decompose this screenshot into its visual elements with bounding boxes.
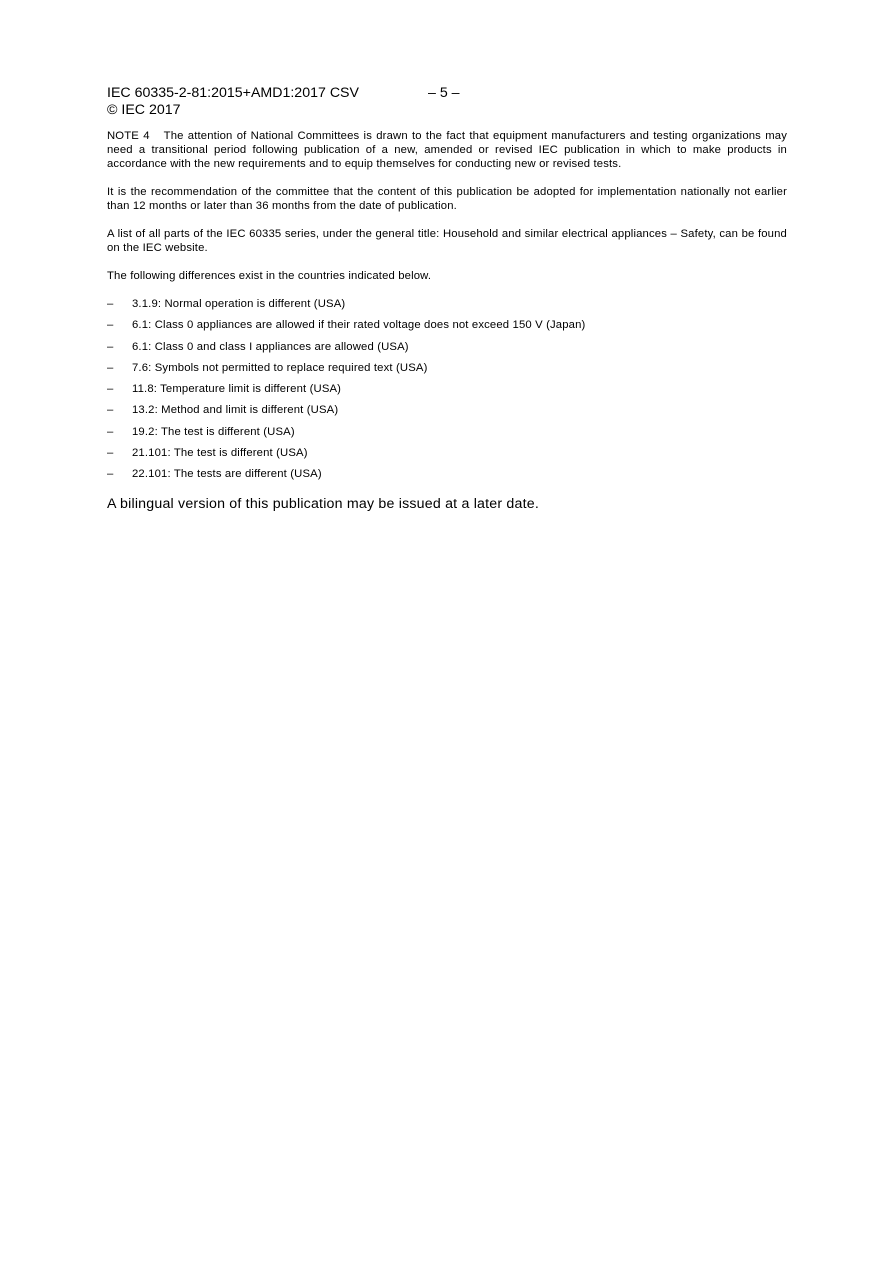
list-dash: – [107,340,114,353]
list-item-text: 22.101: The tests are different (USA) [132,468,322,481]
series-paragraph: A list of all parts of the IEC 60335 series, under the general title: Household and similar electrical appliances – Safety, can be found on the IEC website. [107,228,787,254]
list-item-text: 11.8: Temperature limit is different (USA) [132,383,342,396]
list-item [107,318,787,332]
recommendation-paragraph: It is the recommendation of the committee that the content of this publication be adopted for implementation nationally not earlier than 12 months or later than 36 months from the date of publication. [107,186,787,212]
copyright-line: © IEC 2017 [107,102,181,118]
list-dash: – [107,319,114,332]
list-item-text: 19.2: The test is different (USA) [132,425,295,438]
list-item-text: 6.1: Class 0 and class I appliances are allowed (USA) [132,340,409,353]
list-dash: – [107,447,114,460]
note-text: The attention of National Committees is drawn to the fact that equipment manufacturers and testing organizations may need a transitional period following publication of a new, amended or revised IEC publication in which to make products in accordance with the new requirements and to equip themselves for conducting new or revised tests. [107,130,788,170]
standard-designation: IEC 60335-2-81:2015+AMD1:2017 CSV [107,85,359,101]
list-item-text: 21.101: The test is different (USA) [132,447,308,460]
page-number: – 5 – [428,85,460,101]
list-dash: – [107,404,114,417]
list-item [107,361,787,375]
bilingual-statement: A bilingual version of this publication may be issued at a later date. [107,496,539,513]
list-item [107,425,787,439]
list-item-text: 13.2: Method and limit is different (USA) [132,404,339,417]
list-item [107,446,787,460]
note-paragraph [107,129,787,171]
header-line [107,85,787,102]
list-item [107,340,787,354]
list-item-text: 3.1.9: Normal operation is different (USA) [132,298,346,310]
note-label: NOTE 4 [107,130,150,142]
list-item-text: 6.1: Class 0 appliances are allowed if their rated voltage does not exceed 150 V (Japan) [132,319,586,332]
list-item [107,403,787,417]
list-dash: – [107,425,114,438]
list-dash: – [107,361,114,374]
list-item-text: 7.6: Symbols not permitted to replace required text (USA) [132,361,428,374]
differences-intro: The following differences exist in the countries indicated below. [107,270,432,282]
list-item [107,382,787,396]
document-page [107,85,787,513]
list-item [107,467,787,481]
list-item [107,297,787,311]
list-dash: – [107,468,114,481]
list-dash: – [107,298,114,310]
list-dash: – [107,383,114,396]
differences-list [107,297,787,481]
page-header [107,85,787,119]
